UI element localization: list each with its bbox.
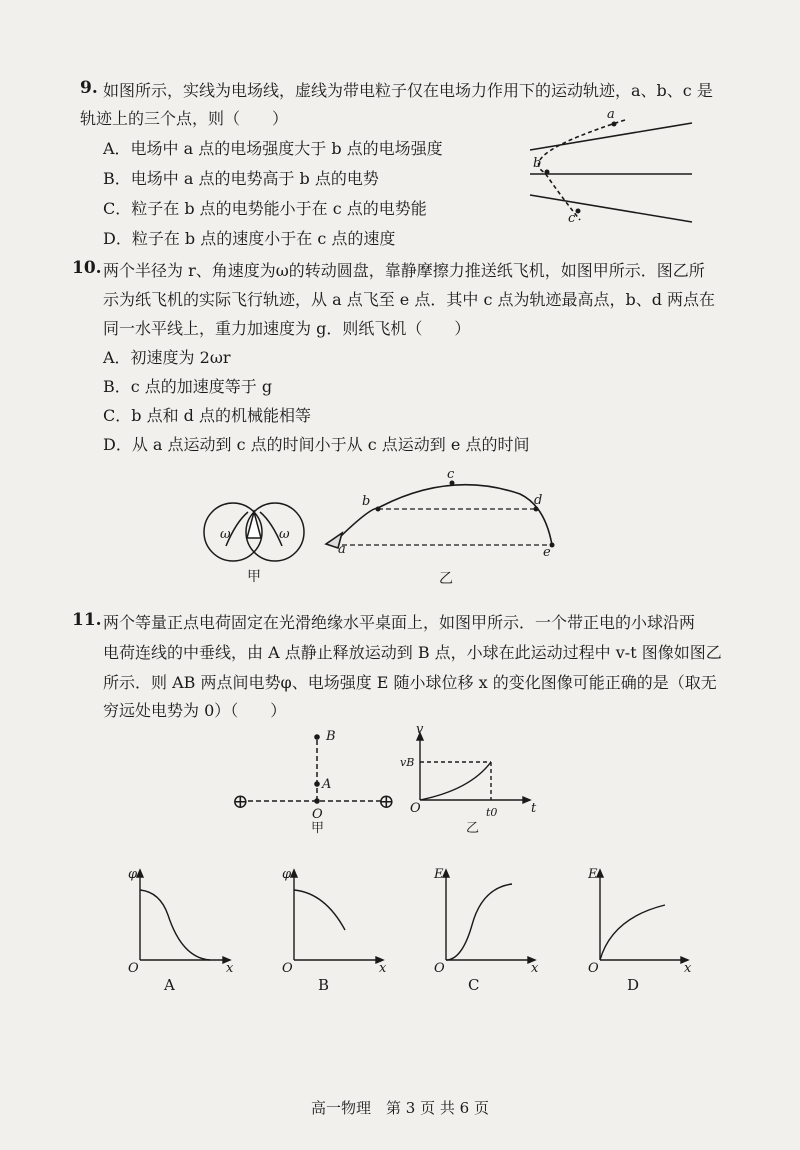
point-O <box>314 798 320 804</box>
positive-charge-left-icon: ⊕ <box>232 789 249 813</box>
label-t: t <box>531 801 537 816</box>
q9-stem-line-2: 轨迹上的三个点，则（ ） <box>80 109 289 128</box>
paper-plane-icon <box>247 512 261 538</box>
point-A <box>314 781 320 787</box>
q9-figure <box>530 120 692 222</box>
label-O-vt: O <box>410 801 421 816</box>
q11-caption-yi: 乙 <box>466 821 480 836</box>
omega-left: ω <box>220 527 231 542</box>
particle-trajectory <box>539 120 625 220</box>
field-line-top <box>530 123 692 150</box>
q9-stem-line-1: 如图所示，实线为电场线，虚线为带电粒子仅在电场力作用下的运动轨迹，a、b、c 是 <box>103 81 713 100</box>
curve-A <box>140 890 210 960</box>
q10-option-d: D．从 a 点运动到 c 点的时间小于从 c 点运动到 e 点的时间 <box>103 435 530 454</box>
label-t0: t0 <box>486 806 498 819</box>
point-b <box>545 170 550 175</box>
label-v: v <box>416 722 424 737</box>
flight-trajectory <box>340 485 552 545</box>
label-B: B <box>326 729 336 744</box>
graph-B-origin: O <box>282 961 293 976</box>
graph-A <box>137 870 230 963</box>
q10-caption-jia: 甲 <box>247 569 261 585</box>
graph-A-ylabel: φ <box>128 867 138 882</box>
graph-B-xlabel: x <box>379 961 387 976</box>
graph-D-origin: O <box>588 961 599 976</box>
graph-D-xlabel: x <box>684 961 692 976</box>
graph-B-ylabel: φ <box>282 867 292 882</box>
q11-figure-jia <box>248 740 382 801</box>
graph-C-letter: C <box>468 976 480 994</box>
point-c <box>576 209 581 214</box>
q11-number: 11. <box>72 610 102 630</box>
curve-B <box>294 890 345 930</box>
q10-option-b: B．c 点的加速度等于 g <box>103 377 273 396</box>
point-B <box>314 734 320 740</box>
q10-option-c: C．b 点和 d 点的机械能相等 <box>103 406 311 425</box>
page-footer: 高一物理 第 3 页 共 6 页 <box>311 1099 489 1117</box>
point-b <box>376 507 381 512</box>
q9-option-d: D．粒子在 b 点的速度小于在 c 点的速度 <box>103 229 396 248</box>
q10-label-e: e <box>543 545 551 560</box>
label-vB: vB <box>400 756 415 769</box>
q11-caption-jia: 甲 <box>311 821 325 836</box>
q10-stem-line-3: 同一水平线上，重力加速度为 g．则纸飞机（ ） <box>103 319 471 338</box>
field-line-bottom <box>530 195 692 222</box>
q10-label-a: a <box>338 542 346 557</box>
q9-option-c: C．粒子在 b 点的电势能小于在 c 点的电势能 <box>103 199 427 218</box>
curve-C <box>446 884 512 960</box>
graph-A-xlabel: x <box>226 961 234 976</box>
q11-stem-line-4: 穷远处电势为 0）（ ） <box>103 701 287 720</box>
q9-label-b: b <box>533 156 542 171</box>
q10-label-d: d <box>534 493 543 508</box>
q9-label-c: c <box>568 211 576 226</box>
label-A: A <box>322 777 332 792</box>
omega-right: ω <box>279 527 290 542</box>
q9-label-a: a <box>607 107 615 122</box>
q10-number: 10. <box>72 258 102 278</box>
point-a <box>612 122 617 127</box>
graph-C-xlabel: x <box>531 961 539 976</box>
graph-B <box>291 870 383 963</box>
graph-D-letter: D <box>627 976 640 994</box>
v-t-curve <box>420 762 491 800</box>
graph-D-ylabel: E <box>588 867 598 882</box>
q9-number: 9. <box>80 78 98 98</box>
q11-stem-line-2: 电荷连线的中垂线，由 A 点静止释放运动到 B 点，小球在此运动过程中 v-t 图像如图乙 <box>103 643 722 662</box>
curve-D <box>600 905 665 960</box>
t-axis-arrow <box>523 797 530 803</box>
q10-label-c: c <box>447 467 455 482</box>
positive-charge-right-icon: ⊕ <box>378 789 395 813</box>
graph-C-ylabel: E <box>434 867 444 882</box>
q11-stem-line-1: 两个等量正点电荷固定在光滑绝缘水平桌面上，如图甲所示．一个带正电的小球沿两 <box>103 613 696 632</box>
graph-C <box>443 870 535 963</box>
q9-option-a: A．电场中 a 点的电场强度大于 b 点的电场强度 <box>103 139 443 158</box>
label-O: O <box>312 807 323 822</box>
q10-option-a: A．初速度为 2ωr <box>103 348 231 367</box>
graph-C-origin: O <box>434 961 445 976</box>
graph-D <box>597 870 688 963</box>
q10-label-b: b <box>362 494 371 509</box>
graph-B-letter: B <box>318 976 330 994</box>
q10-caption-yi: 乙 <box>439 571 453 587</box>
graph-A-origin: O <box>128 961 139 976</box>
q10-figure-yi <box>326 485 552 548</box>
q9-option-b: B．电场中 a 点的电势高于 b 点的电势 <box>103 169 379 188</box>
q10-stem-line-2: 示为纸飞机的实际飞行轨迹，从 a 点飞至 e 点．其中 c 点为轨迹最高点，b、d 两点在 <box>103 290 716 309</box>
q11-stem-line-3: 所示．则 AB 两点间电势φ、电场强度 E 随小球位移 x 的变化图像可能正确的是（取无 <box>103 673 717 692</box>
q11-figure-yi <box>417 733 530 803</box>
graph-A-letter: A <box>164 976 175 994</box>
q10-stem-line-1: 两个半径为 r、角速度为ω的转动圆盘，靠静摩擦力推送纸飞机，如图甲所示．图乙所 <box>103 261 705 280</box>
